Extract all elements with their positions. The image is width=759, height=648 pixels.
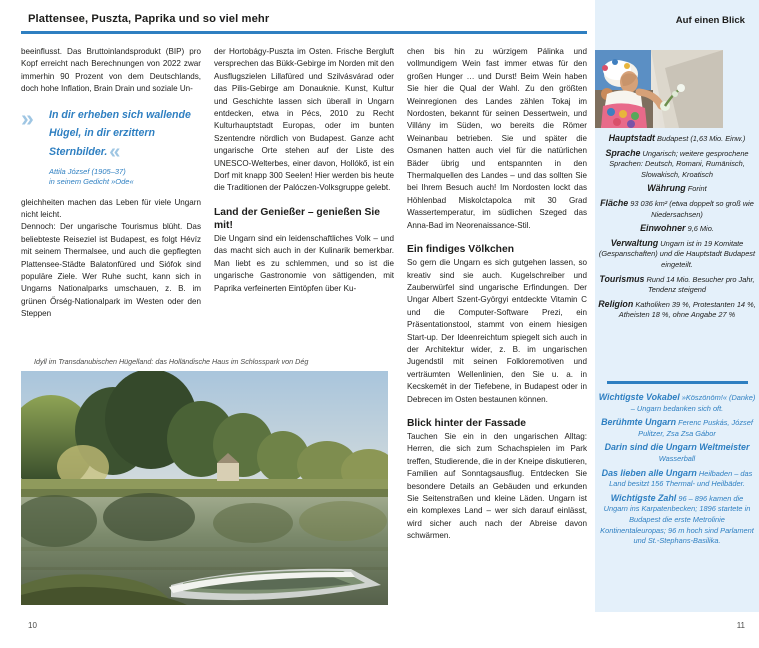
fact-label: Währung bbox=[647, 183, 686, 194]
highlight-label: Wichtigste Zahl bbox=[610, 492, 677, 503]
fact-value: Rund 14 Mio. Besucher pro Jahr, Tendenz steigend bbox=[646, 274, 755, 295]
fact-value: Ungarisch; weitere gesprochene Sprachen: Deutsch, Romani, Rumänisch, Slowakisch, Kroatisch bbox=[609, 148, 749, 179]
fact-label: Hauptstadt bbox=[608, 133, 655, 143]
sidebar-title: Auf einen Blick bbox=[675, 15, 745, 26]
fact-label: Religion bbox=[598, 298, 634, 309]
attribution-author: Attila József (1905–37) bbox=[49, 166, 126, 176]
highlight-label: Wichtigste Vokabel bbox=[598, 392, 680, 402]
fact-item bbox=[598, 223, 756, 235]
fact-label: Tourismus bbox=[599, 273, 645, 284]
landscape-photo bbox=[21, 371, 388, 605]
fact-value: Forint bbox=[687, 184, 707, 194]
section-heading: Ein findiges Völkchen bbox=[407, 244, 514, 256]
paragraph: So gern die Ungarn es sich gutgehen lassen, so kreativ sind sie auch. Kugelschreiber und Zauberwürfel sind ungarische Erfindungen. Der Ungar Albert Szent-Györgyi entdeckte Vitamin C und die Computer-Software Prezi, ein Präsentationstool, stammt von einem hiesigen Start-up. Der Ideenreichtum spiegelt sich auch in der Architektur wider, z. B. im ungarischen Jugendstil mit seinen Folkloremotiven und verträumten Wellenlinien, den Sie u. a. in Kecskemét in der Tiefebene, in Budapest oder in Debrecen im Osten bestaunen können. bbox=[407, 258, 587, 404]
highlight-value: Wasserball bbox=[658, 453, 696, 463]
pull-quote-attribution bbox=[49, 167, 201, 188]
fact-label: Einwohner bbox=[640, 223, 686, 234]
paragraph: beeinflusst. Das Bruttoinlandsprodukt (BIP) pro Kopf erreicht nach Berechnungen von 2022 zwar immerhin 90 Prozent von dem Deutschlands, doch hohe Inflation, Brain Drain und soziale Un- bbox=[21, 47, 201, 94]
highlight-item bbox=[598, 442, 756, 464]
highlight-value: »Köszönöm!« (Danke) – Ungarn bedanken sich oft. bbox=[630, 393, 756, 413]
quote-close-icon: « bbox=[109, 140, 118, 163]
highlight-value: 96 – 896 kamen die Ungarn ins Karpatenbecken; 1896 startete in Budapest die erste Metrolinie Kontinentaleuropas; 96 m hoch sind Parlament und St.-Stephans-Basilika. bbox=[600, 493, 754, 546]
pull-quote bbox=[21, 105, 201, 188]
header-rule bbox=[21, 31, 587, 34]
fact-item bbox=[598, 183, 756, 195]
fact-label: Fläche bbox=[600, 197, 629, 208]
highlight-label: Berühmte Ungarn bbox=[601, 417, 677, 428]
section-heading: Blick hinter der Fassade bbox=[407, 417, 527, 429]
column-3 bbox=[407, 46, 587, 543]
fact-value: 93 036 km² (etwa doppelt so groß wie Niedersachsen) bbox=[630, 198, 754, 219]
highlight-item bbox=[598, 392, 756, 414]
attribution-source: in seinem Gedicht »Ode« bbox=[49, 177, 134, 187]
paragraph: Tauchen Sie ein in den ungarischen Alltag: Herren, die sich zum Schachspielen im Park treffen, Studierende, die in der Kneipe diskutieren, Familien auf Sonntagsausflug. Entdecken Sie besondere Details an Gebäuden und erkunden Sie Seitenstraßen und kleine Läden. Ungarn ist ein komplexes Land – wer sich darauf einlässt, wird sicher auch nach der Abreise davon schwärmen. bbox=[407, 431, 587, 541]
sidebar-photo bbox=[595, 50, 723, 128]
facts-list bbox=[598, 133, 756, 324]
quote-open-icon: » bbox=[21, 104, 31, 131]
page-number-left: 10 bbox=[28, 621, 37, 630]
fact-item bbox=[598, 274, 756, 296]
fact-label: Sprache bbox=[605, 147, 641, 158]
highlights-list bbox=[598, 392, 756, 550]
fact-item bbox=[598, 238, 756, 271]
highlight-value: Ferenc Puskás, József Pulitzer, Zsa Zsa Gábor bbox=[638, 418, 753, 438]
fact-value: Ungarn ist in 19 Komitate (Gespanschaften) und die Hauptstadt Budapest eingeteilt. bbox=[598, 238, 756, 269]
photo-caption: Idyll im Transdanubischen Hügelland: das Holländische Haus im Schlosspark von Dég bbox=[34, 357, 309, 366]
paragraph: chen bis hin zu würzigem Pálinka und vollmundigem Wein fast immer etwas für den großen Hunger … und Durst! Beim Wein haben Sie hier die Qual der Wahl. Zu den größten Weinregionen des Landes zählen Tokaj im Nordosten, bekannt für seinen Dessertwein, und Villány im Süden, wo bereits die Römer Weinanbau betrieben. Sie und später die Osmanen hatten auch viel für die natürlichen Bäder übrig und entspannten in den Thermalquellen des Landes – und das sollten Sie bei Ihrem Besuch auch! Im Nordosten lockt das Höhlenbad Miskolctapolca mit 30 Grad Wassertemperatur, im südlichen Szeged das Anna-Bad im Neorenaissance-Stil. bbox=[407, 47, 587, 230]
paragraph: Dennoch: Der ungarische Tourismus blüht. Das beliebteste Reiseziel ist Budapest, es folgt Hévíz mit seinem Thermalsee, und auch die gepflegten Plattensee-Städte Balatonfüred und Siófok sind populäre Ziele. Wer Ruhe sucht, kann sich in Ungarns Nationalparks umschauen, z. B. im grünen Őrség-Nationalpark im Westen oder den Steppen bbox=[21, 222, 201, 319]
fact-value: 9,6 Mio. bbox=[687, 224, 714, 234]
section-heading: Land der Genießer – genießen Sie mit! bbox=[214, 206, 380, 231]
fact-value: Katholiken 39 %, Protestanten 14 %, Atheisten 18 %, ohne Angabe 27 % bbox=[618, 299, 756, 320]
highlight-item bbox=[598, 493, 756, 547]
paragraph: gleichheiten machen das Leben für viele Ungarn nicht leicht. bbox=[21, 197, 201, 220]
sidebar-divider bbox=[607, 381, 748, 384]
page-right bbox=[595, 0, 759, 648]
highlight-label: Darin sind die Ungarn Weltmeister bbox=[604, 442, 750, 453]
highlight-item bbox=[598, 468, 756, 490]
paragraph: der Hortobágy-Puszta im Osten. Frische Bergluft versprechen das Bükk-Gebirge im Norden mit den Ausflugszielen Lillafüred und Szilvásvárad oder das Pilis-Gebirge am Donauknie. Kunst, Kultur und Geschichte lassen sich überall in Ungarn entdecken, etwa in Pécs, 2010 zu Recht Kulturhauptstadt Europas, oder im bunten Szentendre nördlich von Budapest. Ganze acht ungarische Orte stehen auf der Liste des UNESCO-Welterbes, einer davon, Hollókő, ist ein Dorf mit knapp 300 Seelen! Hier werden bis heute die Traditionen der Palóczen-Volksgruppe gelebt. bbox=[214, 47, 394, 193]
highlight-item bbox=[598, 417, 756, 439]
fact-value: Budapest (1,63 Mio. Einw.) bbox=[657, 134, 746, 143]
page-number-right: 11 bbox=[736, 621, 745, 630]
fact-item bbox=[598, 148, 756, 181]
highlight-label: Das lieben alle Ungarn bbox=[601, 467, 697, 478]
pull-quote-text: In dir erheben sich wallende Hügel, in dir erzittern Sternbilder. bbox=[49, 108, 191, 158]
paragraph: Die Ungarn sind ein leidenschaftliches Volk – und das macht sich auch in der Kulinarik bemerkbar. Man liebt es zu schlemmen, und so ist die ungarische Gastronomie von sättigenden, mit Paprika verfeinerten Eintöpfen über Ku- bbox=[214, 233, 394, 293]
fact-label: Verwaltung bbox=[610, 237, 659, 248]
fact-item bbox=[598, 133, 756, 145]
running-head: Plattensee, Puszta, Paprika und so viel mehr bbox=[28, 13, 270, 25]
fact-item bbox=[598, 299, 756, 321]
fact-item bbox=[598, 198, 756, 220]
highlight-value: Heilbaden – das Land besitzt 156 Thermal- und Heilbäder. bbox=[609, 468, 753, 489]
